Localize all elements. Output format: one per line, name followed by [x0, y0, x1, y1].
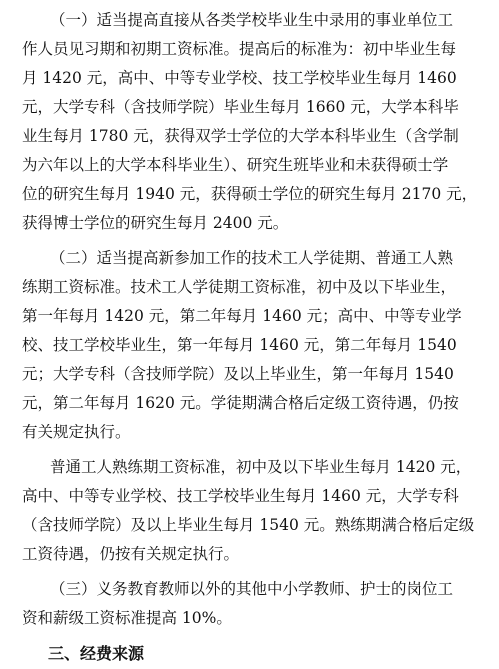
text-line: 工资待遇，仍按有关规定执行。: [22, 545, 240, 563]
text-line: 校、技工学校毕业生，第一年每月 1460 元，第二年每月 1540: [22, 336, 457, 354]
paragraph-1: [22, 6, 485, 238]
text-line: 第一年每月 1420 元，第二年每月 1460 元；高中、中等专业学: [22, 307, 462, 325]
text-line: 普通工人熟练期工资标准，初中及以下毕业生每月 1420 元，: [50, 458, 472, 476]
text-line: 获得博士学位的研究生每月 2400 元。: [22, 214, 289, 232]
paragraph-2: [22, 244, 485, 447]
text-line: 业生每月 1780 元，获得双学士学位的大学本科毕业生（含学制: [22, 127, 459, 145]
text-line: 元；大学专科（含技师学院）及以上毕业生，第一年每月 1540: [22, 365, 454, 383]
text-line: 作人员见习期和初期工资标准。提高后的标准为：初中毕业生每: [22, 40, 457, 58]
text-line: （一）适当提高直接从各类学校毕业生中录用的事业单位工: [50, 11, 454, 29]
text-line: 月 1420 元，高中、中等专业学校、技工学校毕业生每月 1460: [22, 69, 457, 87]
text-line: 练期工资标准。技术工人学徒期工资标准，初中及以下毕业生，: [22, 278, 457, 296]
paragraph-4: [22, 575, 485, 633]
text-line: 位的研究生每月 1940 元，获得硕士学位的研究生每月 2170 元，: [22, 185, 478, 203]
text-line: （三）义务教育教师以外的其他中小学教师、护士的岗位工: [50, 580, 454, 598]
section-heading: 三、经费来源: [48, 644, 145, 663]
text-line: 资和薪级工资标准提高 10%。: [22, 609, 232, 627]
text-line: 为六年以上的大学本科毕业生）、研究生班毕业和未获得硕士学: [22, 156, 449, 174]
text-line: （含技师学院）及以上毕业生每月 1540 元。熟练期满合格后定级: [22, 516, 475, 534]
text-line: 元，第二年每月 1620 元。学徒期满合格后定级工资待遇，仍按: [22, 394, 459, 412]
text-line: 元，大学专科（含技师学院）毕业生每月 1660 元，大学本科毕: [22, 98, 459, 116]
text-line: 有关规定执行。: [22, 423, 131, 441]
text-line: 高中、中等专业学校、技工学校毕业生每月 1460 元，大学专科: [22, 487, 459, 505]
text-line: （二）适当提高新参加工作的技术工人学徒期、普通工人熟: [50, 249, 454, 267]
paragraph-3: [22, 453, 485, 569]
